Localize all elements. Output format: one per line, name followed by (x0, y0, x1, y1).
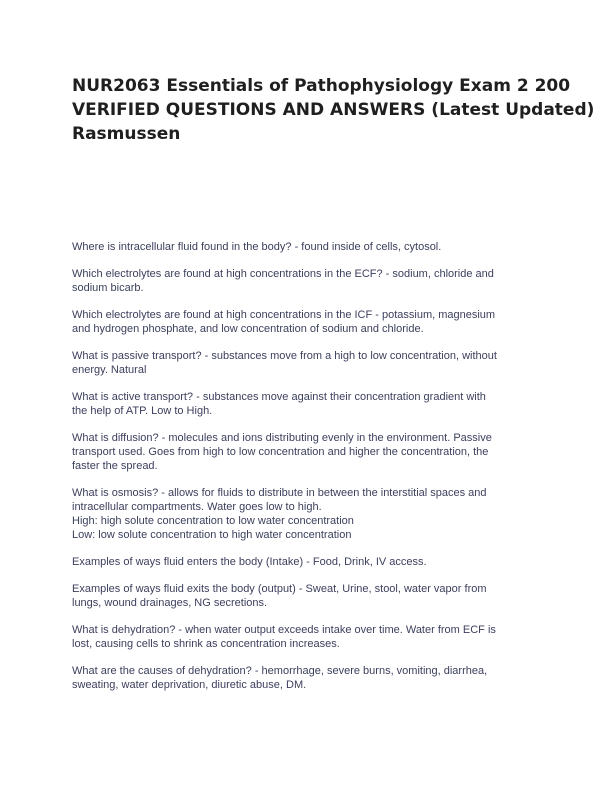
qa-line: Low: low solute concentration to high water concentration (72, 529, 352, 541)
qa-line: the help of ATP. Low to High. (72, 405, 213, 417)
qa-line: What is diffusion? - molecules and ions distributing evenly in the environment. Passive (72, 432, 492, 444)
qa-paragraph (72, 486, 544, 542)
qa-line: intracellular compartments. Water goes low to high. (72, 501, 322, 513)
qa-paragraph (72, 349, 544, 377)
qa-line: energy. Natural (72, 364, 147, 376)
qa-paragraph (72, 240, 544, 254)
qa-paragraph (72, 390, 544, 418)
qa-line: What is osmosis? - allows for fluids to distribute in between the interstitial spaces and (72, 487, 487, 499)
qa-paragraph (72, 308, 544, 336)
qa-line: What are the causes of dehydration? - hemorrhage, severe burns, vomiting, diarrhea, (72, 665, 488, 677)
qa-line: High: high solute concentration to low water concentration (72, 515, 354, 527)
qa-line: Which electrolytes are found at high concentrations in the ICF - potassium, magnesium (72, 309, 496, 321)
qa-line: faster the spread. (72, 460, 158, 472)
qa-line: Where is intracellular fluid found in the body? - found inside of cells, cytosol. (72, 241, 442, 253)
qa-paragraph (72, 664, 544, 692)
qa-line: Examples of ways fluid enters the body (Intake) - Food, Drink, IV access. (72, 556, 427, 568)
qa-paragraph (72, 431, 544, 473)
qa-line: What is active transport? - substances move against their concentration gradient with (72, 391, 486, 403)
document-title (72, 74, 595, 146)
qa-line: sodium bicarb. (72, 282, 144, 294)
qa-paragraph (72, 582, 544, 610)
qa-line: sweating, water deprivation, diuretic abuse, DM. (72, 679, 307, 691)
qa-line: Examples of ways fluid exits the body (output) - Sweat, Urine, stool, water vapor from (72, 583, 487, 595)
qa-line: Which electrolytes are found at high concentrations in the ECF? - sodium, chloride and (72, 268, 494, 280)
qa-paragraph (72, 555, 544, 569)
qa-line: lungs, wound drainages, NG secretions. (72, 597, 268, 609)
qa-list (72, 240, 544, 705)
qa-paragraph (72, 267, 544, 295)
qa-line: transport used. Goes from high to low concentration and higher the concentration, the (72, 446, 489, 458)
qa-line: and hydrogen phosphate, and low concentration of sodium and chloride. (72, 323, 424, 335)
qa-line: What is passive transport? - substances move from a high to low concentration, without (72, 350, 497, 362)
title-line: Rasmussen (72, 124, 181, 144)
title-line: NUR2063 Essentials of Pathophysiology Exam 2 200 (72, 76, 571, 96)
qa-line: lost, causing cells to shrink as concentration increases. (72, 638, 340, 650)
qa-paragraph (72, 623, 544, 651)
title-line: VERIFIED QUESTIONS AND ANSWERS (Latest Updated) (72, 100, 595, 120)
qa-line: What is dehydration? - when water output exceeds intake over time. Water from ECF is (72, 624, 496, 636)
